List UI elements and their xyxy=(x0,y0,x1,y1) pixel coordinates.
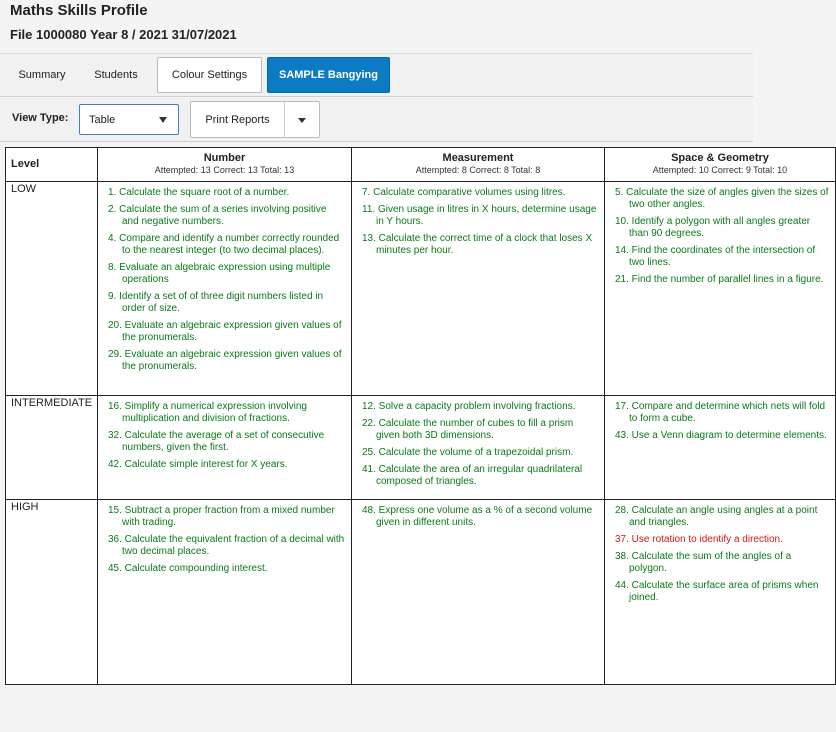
skills-cell xyxy=(98,182,352,396)
level-cell: LOW xyxy=(6,182,98,396)
skill-item[interactable]: 43. Use a Venn diagram to determine elements. xyxy=(615,430,827,441)
tab-bar xyxy=(0,53,753,97)
tab-students[interactable]: Students xyxy=(94,69,138,81)
skills-cell xyxy=(605,396,836,500)
skill-item[interactable]: 13. Calculate the correct time of a clock that loses X minutes per hour. xyxy=(362,233,593,256)
skill-item[interactable]: 5. Calculate the size of angles given the sizes of two other angles. xyxy=(615,187,829,210)
skill-item[interactable]: 25. Calculate the volume of a trapezoidal prism. xyxy=(362,447,574,458)
tab-summary[interactable]: Summary xyxy=(18,69,66,81)
skills-list xyxy=(362,505,598,529)
skills-list xyxy=(362,187,598,257)
print-reports-split-button xyxy=(190,101,320,138)
skill-item[interactable]: 29. Evaluate an algebraic expression given values of the pronumerals. xyxy=(108,349,342,372)
table-row xyxy=(6,396,836,500)
skill-item[interactable]: 45. Calculate compounding interest. xyxy=(108,563,268,574)
column-stats: Attempted: 10 Correct: 9 Total: 10 xyxy=(652,165,788,175)
tab-sample-student[interactable]: SAMPLE Bangying xyxy=(267,57,390,93)
column-name: Measurement xyxy=(442,152,514,164)
skill-item[interactable]: 8. Evaluate an algebraic expression using multiple operations xyxy=(108,262,331,285)
level-column-header: Level xyxy=(6,148,98,182)
skill-item[interactable]: 11. Given usage in litres in X hours, determine usage in Y hours. xyxy=(362,204,597,227)
skills-cell xyxy=(352,500,605,685)
skills-cell xyxy=(352,396,605,500)
column-stats: Attempted: 8 Correct: 8 Total: 8 xyxy=(415,165,541,175)
skill-item[interactable]: 4. Compare and identify a number correctly rounded to the nearest integer (to two decimal places). xyxy=(108,233,340,256)
skills-list xyxy=(615,401,829,442)
view-type-select[interactable] xyxy=(79,104,179,135)
column-name: Number xyxy=(203,152,246,164)
skill-item[interactable]: 12. Solve a capacity problem involving fractions. xyxy=(362,401,576,412)
skills-cell xyxy=(605,500,836,685)
column-name: Space & Geometry xyxy=(671,152,769,164)
view-type-label: View Type: xyxy=(12,112,69,124)
skills-profile-table xyxy=(5,147,836,685)
skill-item[interactable]: 10. Identify a polygon with all angles greater than 90 degrees. xyxy=(615,216,811,239)
skill-item[interactable]: 38. Calculate the sum of the angles of a polygon. xyxy=(615,551,792,574)
level-cell: HIGH xyxy=(6,500,98,685)
skill-item[interactable]: 1. Calculate the square root of a number. xyxy=(108,187,290,198)
skills-cell xyxy=(605,182,836,396)
skill-item[interactable]: 2. Calculate the sum of a series involving positive and negative numbers. xyxy=(108,204,327,227)
skills-list xyxy=(362,401,598,488)
skill-item[interactable]: 9. Identify a set of of three digit numbers listed in order of size. xyxy=(108,291,324,314)
column-header xyxy=(98,148,352,182)
split-divider xyxy=(284,102,285,137)
skills-cell xyxy=(352,182,605,396)
table-row xyxy=(6,500,836,685)
skill-item[interactable]: 41. Calculate the area of an irregular quadrilateral composed of triangles. xyxy=(362,464,583,487)
chevron-down-icon xyxy=(159,117,167,123)
skills-cell xyxy=(98,500,352,685)
column-header xyxy=(605,148,836,182)
skill-item[interactable]: 32. Calculate the average of a set of consecutive numbers, given the first. xyxy=(108,430,325,453)
level-cell: INTERMEDIATE xyxy=(6,396,98,500)
skill-item[interactable]: 20. Evaluate an algebraic expression given values of the pronumerals. xyxy=(108,320,342,343)
skill-item[interactable]: 22. Calculate the number of cubes to fill a prism given both 3D dimensions. xyxy=(362,418,574,441)
skill-item[interactable]: 28. Calculate an angle using angles at a point and triangles. xyxy=(615,505,818,528)
tab-colour-settings[interactable]: Colour Settings xyxy=(157,57,262,93)
skill-item[interactable]: 48. Express one volume as a % of a second volume given in different units. xyxy=(362,505,593,528)
page-title: Maths Skills Profile xyxy=(10,2,148,19)
skills-list xyxy=(615,505,829,604)
print-reports-button[interactable]: Print Reports xyxy=(205,113,270,126)
skills-list xyxy=(108,187,345,373)
file-subtitle: File 1000080 Year 8 / 2021 31/07/2021 xyxy=(10,27,237,42)
skills-list xyxy=(108,401,345,471)
skill-item[interactable]: 16. Simplify a numerical expression involving multiplication and division of fractions. xyxy=(108,401,307,424)
print-reports-dropdown-icon[interactable] xyxy=(298,118,306,123)
skill-item[interactable]: 44. Calculate the surface area of prisms when joined. xyxy=(615,580,819,603)
skill-item[interactable]: 37. Use rotation to identify a direction. xyxy=(615,534,783,545)
skills-cell xyxy=(98,396,352,500)
table-row xyxy=(6,182,836,396)
skill-item[interactable]: 15. Subtract a proper fraction from a mixed number with trading. xyxy=(108,505,335,528)
skill-item[interactable]: 14. Find the coordinates of the intersection of two lines. xyxy=(615,245,816,268)
skills-list xyxy=(615,187,829,286)
skill-item[interactable]: 7. Calculate comparative volumes using litres. xyxy=(362,187,566,198)
skill-item[interactable]: 17. Compare and determine which nets will fold to form a cube. xyxy=(615,401,826,424)
column-header xyxy=(352,148,605,182)
column-stats: Attempted: 13 Correct: 13 Total: 13 xyxy=(154,165,295,175)
skill-item[interactable]: 42. Calculate simple interest for X years. xyxy=(108,459,288,470)
skill-item[interactable]: 36. Calculate the equivalent fraction of a decimal with two decimal places. xyxy=(108,534,345,557)
view-type-value: Table xyxy=(89,113,116,126)
table-header-row xyxy=(6,148,836,182)
skills-list xyxy=(108,505,345,575)
toolbar xyxy=(0,98,753,142)
skill-item[interactable]: 21. Find the number of parallel lines in a figure. xyxy=(615,274,824,285)
